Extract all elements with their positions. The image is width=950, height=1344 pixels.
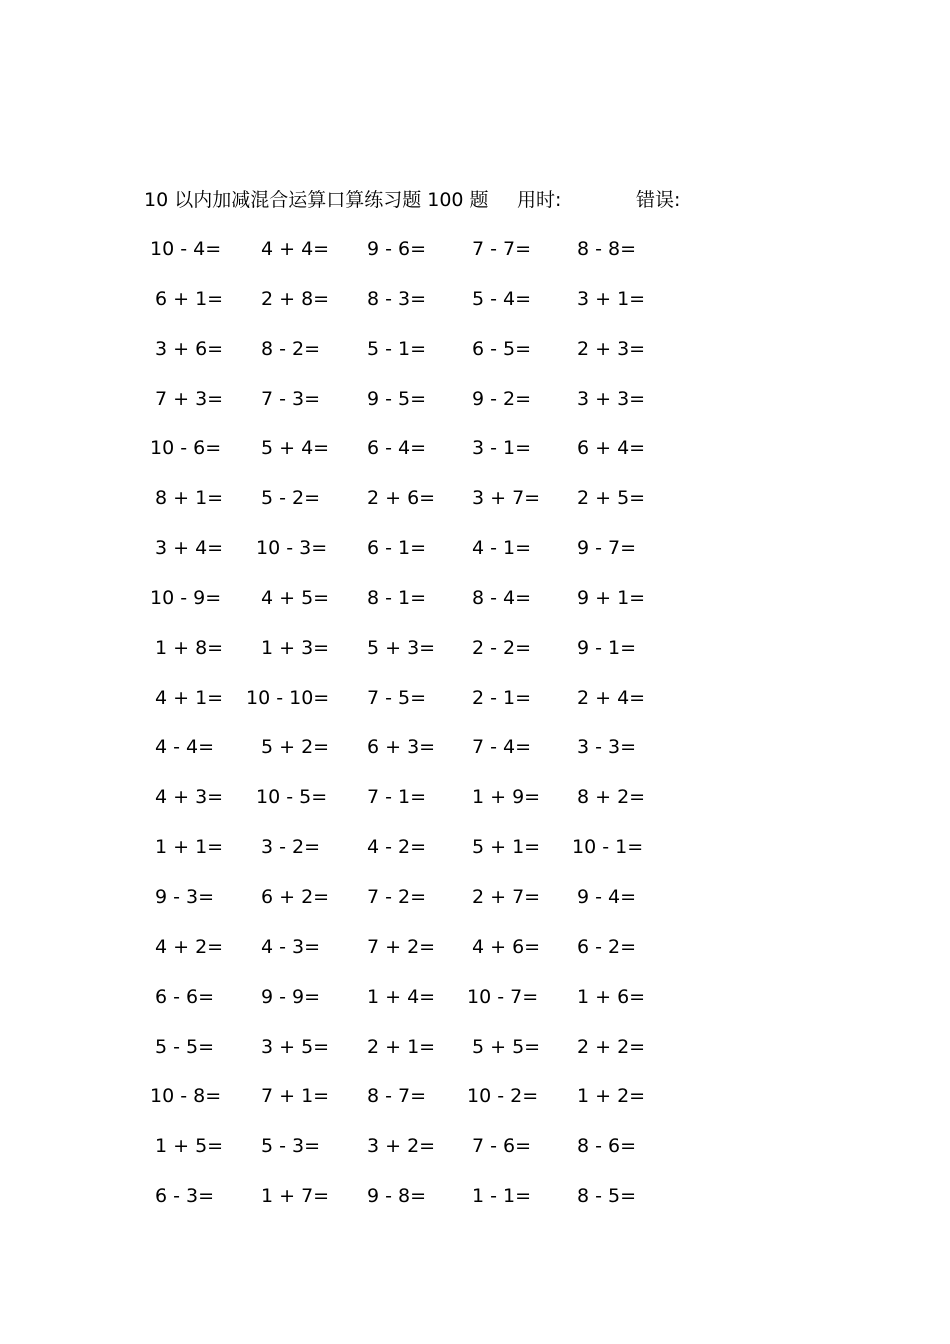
problem-row (0, 883, 950, 933)
problem-item: 1 + 4= (367, 985, 436, 1008)
problem-item: 8 + 2= (577, 786, 646, 809)
problem-item: 7 + 2= (367, 935, 436, 958)
problem-row (0, 684, 950, 734)
problem-item: 6 - 6= (155, 985, 215, 1008)
problem-item: 9 - 1= (577, 636, 637, 659)
problem-item: 7 - 6= (472, 1135, 532, 1158)
problem-item: 1 - 1= (472, 1185, 532, 1208)
problem-item: 4 - 4= (155, 736, 215, 759)
problem-item: 3 - 1= (472, 437, 532, 460)
problem-item: 1 + 1= (155, 836, 224, 859)
problem-item: 2 + 3= (577, 337, 646, 360)
problem-item: 5 - 2= (261, 487, 321, 510)
problem-item: 8 - 7= (367, 1085, 427, 1108)
problem-item: 1 + 6= (577, 985, 646, 1008)
problem-item: 9 - 3= (155, 885, 215, 908)
problem-item: 3 + 3= (577, 387, 646, 410)
problem-item: 4 + 2= (155, 935, 224, 958)
problem-item: 2 + 6= (367, 487, 436, 510)
problem-row (0, 434, 950, 484)
problem-item: 8 - 6= (577, 1135, 637, 1158)
problem-item: 3 + 5= (261, 1035, 330, 1058)
problem-item: 8 + 1= (155, 487, 224, 510)
problem-item: 5 - 1= (367, 337, 427, 360)
problem-item: 2 + 8= (261, 287, 330, 310)
problem-item: 2 + 7= (472, 885, 541, 908)
problem-row (0, 285, 950, 335)
problem-item: 6 - 3= (155, 1185, 215, 1208)
problem-item: 5 - 3= (261, 1135, 321, 1158)
problem-row (0, 1033, 950, 1083)
problem-item: 3 + 4= (155, 537, 224, 560)
problem-item: 8 - 8= (577, 238, 637, 260)
problem-row (0, 235, 950, 285)
problem-item: 6 + 3= (367, 736, 436, 759)
problem-item: 1 + 3= (261, 636, 330, 659)
problem-row (0, 1182, 950, 1232)
problem-item: 5 + 1= (472, 836, 541, 859)
problem-item: 8 - 5= (577, 1185, 637, 1208)
problem-item: 10 - 7= (467, 985, 539, 1008)
problem-row (0, 584, 950, 634)
problem-item: 8 - 4= (472, 586, 532, 609)
problem-item: 3 + 7= (472, 487, 541, 510)
problem-item: 9 - 4= (577, 885, 637, 908)
problem-item: 10 - 6= (150, 437, 222, 460)
problem-item: 9 - 6= (367, 238, 427, 260)
problem-item: 9 - 7= (577, 537, 637, 560)
problem-item: 7 - 4= (472, 736, 532, 759)
problem-item: 3 + 1= (577, 287, 646, 310)
problem-item: 2 + 1= (367, 1035, 436, 1058)
problem-item: 1 + 7= (261, 1185, 330, 1208)
problem-item: 10 - 4= (150, 238, 222, 260)
problem-item: 6 + 2= (261, 885, 330, 908)
problem-row (0, 1132, 950, 1182)
problem-item: 10 - 1= (572, 836, 644, 859)
problem-row (0, 783, 950, 833)
problem-item: 7 - 2= (367, 885, 427, 908)
problem-item: 4 - 3= (261, 935, 321, 958)
problem-row (0, 983, 950, 1033)
time-used-label: 用时: (517, 189, 562, 211)
problem-item: 3 + 2= (367, 1135, 436, 1158)
problem-row (0, 933, 950, 983)
problem-item: 1 + 9= (472, 786, 541, 809)
problem-item: 10 - 2= (467, 1085, 539, 1108)
worksheet-header (144, 186, 784, 214)
problem-row (0, 1082, 950, 1132)
problem-item: 8 - 3= (367, 287, 427, 310)
problem-item: 10 - 5= (256, 786, 328, 809)
problem-item: 6 - 2= (577, 935, 637, 958)
problem-item: 3 - 2= (261, 836, 321, 859)
problem-item: 6 - 1= (367, 537, 427, 560)
problem-item: 6 + 4= (577, 437, 646, 460)
problem-item: 8 - 2= (261, 337, 321, 360)
problem-item: 9 - 5= (367, 387, 427, 410)
problem-item: 9 - 9= (261, 985, 321, 1008)
problem-item: 6 - 4= (367, 437, 427, 460)
problem-item: 4 + 1= (155, 686, 224, 709)
problem-row (0, 484, 950, 534)
problem-row (0, 634, 950, 684)
problem-item: 2 - 1= (472, 686, 532, 709)
problem-item: 4 + 6= (472, 935, 541, 958)
problem-row (0, 335, 950, 385)
problem-item: 3 + 6= (155, 337, 224, 360)
problem-item: 7 - 1= (367, 786, 427, 809)
problem-item: 9 - 8= (367, 1185, 427, 1208)
problem-item: 7 - 3= (261, 387, 321, 410)
problem-item: 5 + 4= (261, 437, 330, 460)
problem-item: 2 - 2= (472, 636, 532, 659)
problem-item: 4 - 1= (472, 537, 532, 560)
problem-item: 2 + 2= (577, 1035, 646, 1058)
problem-item: 1 + 5= (155, 1135, 224, 1158)
problem-row (0, 833, 950, 883)
problem-item: 10 - 8= (150, 1085, 222, 1108)
problem-item: 10 - 9= (150, 586, 222, 609)
problem-item: 1 + 2= (577, 1085, 646, 1108)
worksheet-title: 10 以内加减混合运算口算练习题 100 题 (144, 189, 489, 211)
problem-row (0, 733, 950, 783)
error-count-label: 错误: (636, 189, 681, 211)
problem-item: 9 - 2= (472, 387, 532, 410)
problem-item: 7 + 3= (155, 387, 224, 410)
problem-row (0, 385, 950, 435)
problem-item: 7 + 1= (261, 1085, 330, 1108)
problem-item: 5 - 5= (155, 1035, 215, 1058)
problem-item: 4 + 4= (261, 238, 330, 260)
problem-item: 4 + 3= (155, 786, 224, 809)
problem-item: 7 - 7= (472, 238, 532, 260)
problem-item: 5 + 5= (472, 1035, 541, 1058)
problem-item: 8 - 1= (367, 586, 427, 609)
problem-item: 9 + 1= (577, 586, 646, 609)
problem-row (0, 534, 950, 584)
problem-item: 10 - 3= (256, 537, 328, 560)
problem-grid (0, 235, 950, 1232)
problem-item: 3 - 3= (577, 736, 637, 759)
problem-item: 4 - 2= (367, 836, 427, 859)
problem-item: 10 - 10= (246, 686, 330, 709)
problem-item: 6 - 5= (472, 337, 532, 360)
problem-item: 5 + 3= (367, 636, 436, 659)
problem-item: 4 + 5= (261, 586, 330, 609)
problem-item: 2 + 4= (577, 686, 646, 709)
problem-item: 5 - 4= (472, 287, 532, 310)
problem-item: 5 + 2= (261, 736, 330, 759)
problem-item: 6 + 1= (155, 287, 224, 310)
problem-item: 1 + 8= (155, 636, 224, 659)
problem-item: 7 - 5= (367, 686, 427, 709)
problem-item: 2 + 5= (577, 487, 646, 510)
